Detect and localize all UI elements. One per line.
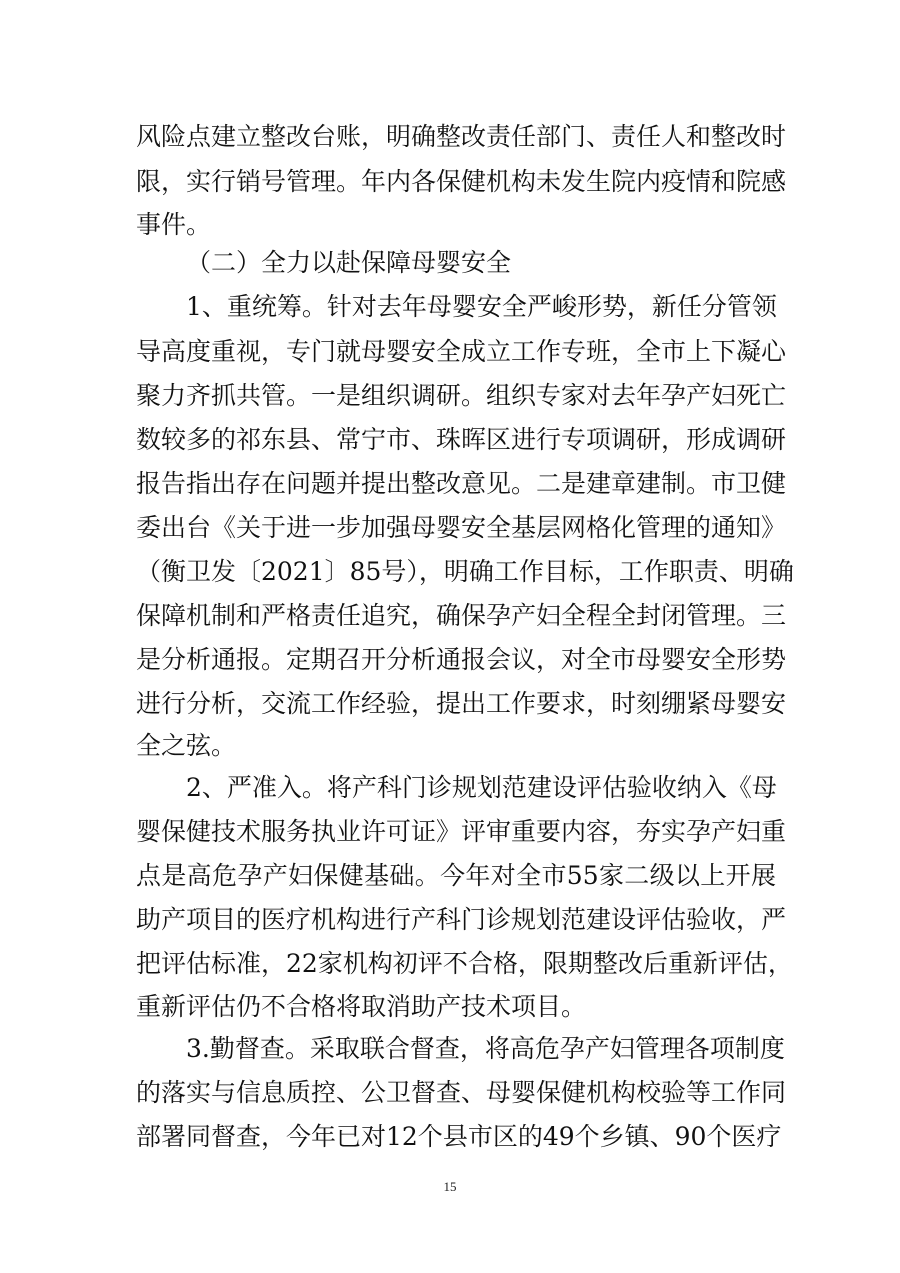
body-text-line: 进行分析，交流工作经验，提出工作要求，时刻绷紧母婴安 bbox=[136, 689, 787, 718]
body-text-line: 全之弦。 bbox=[136, 731, 237, 760]
body-text-line: 助产项目的医疗机构进行产科门诊规划范建设评估验收，严 bbox=[136, 905, 787, 934]
body-text-line: 导高度重视，专门就母婴安全成立工作专班，全市上下凝心 bbox=[136, 337, 787, 366]
body-text-line: 点是高危孕产妇保健基础。今年对全市55家二级以上开展 bbox=[136, 861, 776, 890]
body-text-line: 保障机制和严格责任追究，确保孕产妇全程全封闭管理。三 bbox=[136, 601, 787, 630]
body-text-line: 报告指出存在问题并提出整改意见。二是建章建制。市卫健 bbox=[136, 469, 787, 498]
body-text-line: 风险点建立整改台账，明确整改责任部门、责任人和整改时 bbox=[136, 122, 787, 151]
body-text-line: 重新评估仍不合格将取消助产技术项目。 bbox=[136, 992, 587, 1021]
body-text-line: 限，实行销号管理。年内各保健机构未发生院内疫情和院感 bbox=[136, 167, 787, 196]
page-number: 15 bbox=[443, 1179, 457, 1194]
body-text-line: 事件。 bbox=[136, 210, 212, 239]
section-heading: （二）全力以赴保障母婴安全 bbox=[186, 248, 512, 277]
body-text-line: 数较多的祁东县、常宁市、珠晖区进行专项调研，形成调研 bbox=[136, 425, 787, 454]
body-text-line: 是分析通报。定期召开分析通报会议，对全市母婴安全形势 bbox=[136, 645, 787, 674]
body-text-line: （衡卫发〔2021〕85号），明确工作目标，工作职责、明确 bbox=[136, 557, 794, 586]
paragraph-first-line: 2、严准入。将产科门诊规划范建设评估验收纳入《母 bbox=[186, 773, 777, 802]
body-text-line: 聚力齐抓共管。一是组织调研。组织专家对去年孕产妇死亡 bbox=[136, 381, 787, 410]
body-text-line: 委出台《关于进一步加强母婴安全基层网格化管理的通知》 bbox=[136, 513, 787, 542]
body-text-line: 把评估标准，22家机构初评不合格，限期整改后重新评估， bbox=[136, 949, 793, 978]
body-text-line: 部署同督查，今年已对12个县市区的49个乡镇、90个医疗 bbox=[136, 1122, 782, 1151]
body-text-line: 婴保健技术服务执业许可证》评审重要内容，夯实孕产妇重 bbox=[136, 817, 787, 846]
body-text-line: 的落实与信息质控、公卫督查、母婴保健机构校验等工作同 bbox=[136, 1078, 787, 1107]
paragraph-first-line: 1、重统筹。针对去年母婴安全严峻形势，新任分管领 bbox=[186, 292, 777, 321]
paragraph-first-line: 3.勤督查。采取联合督查，将高危孕产妇管理各项制度 bbox=[186, 1034, 785, 1063]
